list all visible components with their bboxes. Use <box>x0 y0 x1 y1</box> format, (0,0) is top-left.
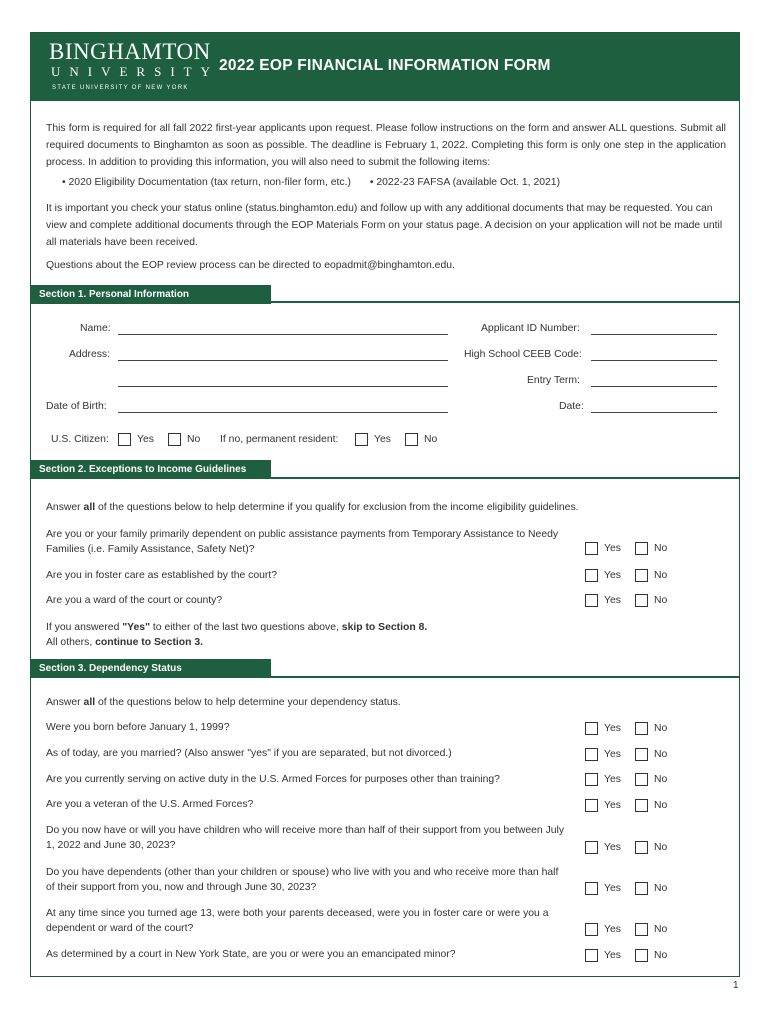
s3-q7-yes-label: Yes <box>604 924 621 935</box>
address-label: Address: <box>69 349 111 360</box>
s2-q3-no-checkbox[interactable] <box>635 594 648 607</box>
section3-question-8: As determined by a court in New York State, are you or were you an emancipated minor? <box>46 949 456 960</box>
s3-q4-no-checkbox[interactable] <box>635 799 648 812</box>
note-c: to either of the last two questions above, <box>150 622 342 633</box>
section2-header: Section 2. Exceptions to Income Guidelines <box>31 460 271 479</box>
s3-q3-yes-label: Yes <box>604 774 621 785</box>
form-title: 2022 EOP FINANCIAL INFORMATION FORM <box>219 57 551 74</box>
section3-question-5: Do you now have or will you have children who will receive more than half of their support from you between July 1, 2022 and June 30, 2023? <box>46 825 565 851</box>
name-field[interactable] <box>118 334 448 335</box>
section3-instructions <box>46 695 401 710</box>
section2-question-2: Are you in foster care as established by the court? <box>46 570 278 581</box>
required-item-eligibility: • 2020 Eligibility Documentation (tax return, non-filer form, etc.) <box>62 177 351 188</box>
required-item-fafsa: • 2022-23 FAFSA (available Oct. 1, 2021) <box>369 177 561 188</box>
section3-divider <box>271 676 739 678</box>
section3-instr-a: Answer <box>46 697 84 708</box>
s3-q5-no-label: No <box>654 842 668 853</box>
section1-header: Section 1. Personal Information <box>31 285 271 304</box>
s3-q2-no-checkbox[interactable] <box>635 748 648 761</box>
section3-question-3: Are you currently serving on active duty in the U.S. Armed Forces for purposes other than training? <box>46 774 500 785</box>
intro-paragraph-2: It is important you check your status online (status.binghamton.edu) and follow up with any additional documents that may be requested. You can view and complete additional documents through the EOP Materials Form on your status page. A decision on your application will not be made until all materials have been received. <box>46 203 723 248</box>
header-banner <box>31 33 739 101</box>
address-field-line1[interactable] <box>118 360 448 361</box>
s3-q2-yes-checkbox[interactable] <box>585 748 598 761</box>
citizen-label: U.S. Citizen: <box>51 434 109 445</box>
s3-q7-no-checkbox[interactable] <box>635 923 648 936</box>
s3-q5-no-checkbox[interactable] <box>635 841 648 854</box>
s2-q1-no-checkbox[interactable] <box>635 542 648 555</box>
s3-q1-no-checkbox[interactable] <box>635 722 648 735</box>
required-items-list <box>62 177 576 188</box>
section2-instructions <box>46 500 579 515</box>
s2-q1-yes-checkbox[interactable] <box>585 542 598 555</box>
note-skip: skip to Section 8. <box>341 622 428 633</box>
s2-q3-no-label: No <box>654 595 668 606</box>
s2-q1-yes-label: Yes <box>604 543 621 554</box>
page-number: 1 <box>733 980 739 991</box>
ceeb-label: High School CEEB Code: <box>464 349 582 360</box>
section3-question-2: As of today, are you married? (Also answer "yes" if you are separated, but not divorced.) <box>46 748 452 759</box>
section3-question-6: Do you have dependents (other than your children or spouse) who live with you and who receive more than half of their support from you, now and through June 30, 2023? <box>46 867 559 893</box>
s3-q8-yes-label: Yes <box>604 950 621 961</box>
applicant-id-label: Applicant ID Number: <box>481 323 580 334</box>
section3-question-7: At any time since you turned age 13, were both your parents deceased, were you in foster care or were you a dependent or ward of the court? <box>46 908 549 934</box>
s3-q4-no-label: No <box>654 800 668 811</box>
s2-q1-no-label: No <box>654 543 668 554</box>
s3-q6-yes-label: Yes <box>604 883 621 894</box>
section3-instr-all: all <box>83 697 96 708</box>
dob-label: Date of Birth: <box>46 401 107 412</box>
dob-field[interactable] <box>118 412 448 413</box>
section2-skip-note <box>46 620 427 650</box>
applicant-id-field[interactable] <box>591 334 717 335</box>
intro-paragraph-1: This form is required for all fall 2022 first-year applicants upon request. Please follow instructions on the form and answer ALL questions. Submit all required documents to Binghamton as soon as possible. The deadline is February 1, 2022. Completing this form is only one step in the application process. In addition to providing this information, you will also need to submit the following items: <box>46 123 726 168</box>
section2-instr-all: all <box>83 502 96 513</box>
section3-question-4: Are you a veteran of the U.S. Armed Forces? <box>46 799 254 810</box>
section1-divider <box>271 301 739 303</box>
entry-term-label: Entry Term: <box>527 375 580 386</box>
s3-q1-no-label: No <box>654 723 668 734</box>
section3-question-1: Were you born before January 1, 1999? <box>46 722 230 733</box>
permanent-no-checkbox[interactable] <box>405 433 418 446</box>
s2-q2-no-checkbox[interactable] <box>635 569 648 582</box>
s3-q5-yes-checkbox[interactable] <box>585 841 598 854</box>
date-label: Date: <box>559 401 584 412</box>
note-a: If you answered <box>46 622 123 633</box>
ceeb-field[interactable] <box>591 360 717 361</box>
entry-term-field[interactable] <box>591 386 717 387</box>
s3-q4-yes-checkbox[interactable] <box>585 799 598 812</box>
section2-instr-c: of the questions below to help determine if you qualify for exclusion from the income eligibility guidelines. <box>95 502 579 513</box>
university-logo-sub: UNIVERSITY <box>51 64 219 79</box>
s3-q4-yes-label: Yes <box>604 800 621 811</box>
permanent-no-label: No <box>424 434 438 445</box>
s2-q2-yes-label: Yes <box>604 570 621 581</box>
section2-divider <box>271 477 739 479</box>
university-logo-tagline: STATE UNIVERSITY OF NEW YORK <box>52 85 189 91</box>
s3-q2-no-label: No <box>654 749 668 760</box>
citizen-yes-label: Yes <box>137 434 154 445</box>
s3-q5-yes-label: Yes <box>604 842 621 853</box>
s3-q3-yes-checkbox[interactable] <box>585 773 598 786</box>
note-e: All others, <box>46 637 96 648</box>
section3-instr-c: of the questions below to help determine your dependency status. <box>95 697 401 708</box>
s3-q7-yes-checkbox[interactable] <box>585 923 598 936</box>
s3-q6-no-checkbox[interactable] <box>635 882 648 895</box>
s3-q8-no-label: No <box>654 950 668 961</box>
permanent-yes-checkbox[interactable] <box>355 433 368 446</box>
s3-q6-yes-checkbox[interactable] <box>585 882 598 895</box>
university-logo-name: BINGHAMTON <box>49 39 211 64</box>
s2-q3-yes-checkbox[interactable] <box>585 594 598 607</box>
s3-q3-no-label: No <box>654 774 668 785</box>
section3-header: Section 3. Dependency Status <box>31 659 271 678</box>
s3-q1-yes-checkbox[interactable] <box>585 722 598 735</box>
s2-q3-yes-label: Yes <box>604 595 621 606</box>
s3-q8-no-checkbox[interactable] <box>635 949 648 962</box>
section2-instr-a: Answer <box>46 502 84 513</box>
s3-q3-no-checkbox[interactable] <box>635 773 648 786</box>
address-field-line2[interactable] <box>118 386 448 387</box>
permanent-yes-label: Yes <box>374 434 391 445</box>
s3-q1-yes-label: Yes <box>604 723 621 734</box>
s3-q6-no-label: No <box>654 883 668 894</box>
s2-q2-no-label: No <box>654 570 668 581</box>
citizen-yes-checkbox[interactable] <box>118 433 131 446</box>
section2-question-1: Are you or your family primarily dependent on public assistance payments from Temporary Assistance to Needy Families (i.e. Family Assistance, Safety Net)? <box>46 529 559 555</box>
s3-q8-yes-checkbox[interactable] <box>585 949 598 962</box>
date-field[interactable] <box>591 412 717 413</box>
permanent-resident-label: If no, permanent resident: <box>220 434 339 445</box>
citizen-no-checkbox[interactable] <box>168 433 181 446</box>
note-yes: "Yes" <box>122 622 151 633</box>
s2-q2-yes-checkbox[interactable] <box>585 569 598 582</box>
s3-q7-no-label: No <box>654 924 668 935</box>
intro-paragraph-3: Questions about the EOP review process can be directed to eopadmit@binghamton.edu. <box>46 260 455 271</box>
citizen-no-label: No <box>187 434 201 445</box>
note-continue: continue to Section 3. <box>95 637 204 648</box>
section2-question-3: Are you a ward of the court or county? <box>46 595 223 606</box>
name-label: Name: <box>80 323 111 334</box>
s3-q2-yes-label: Yes <box>604 749 621 760</box>
